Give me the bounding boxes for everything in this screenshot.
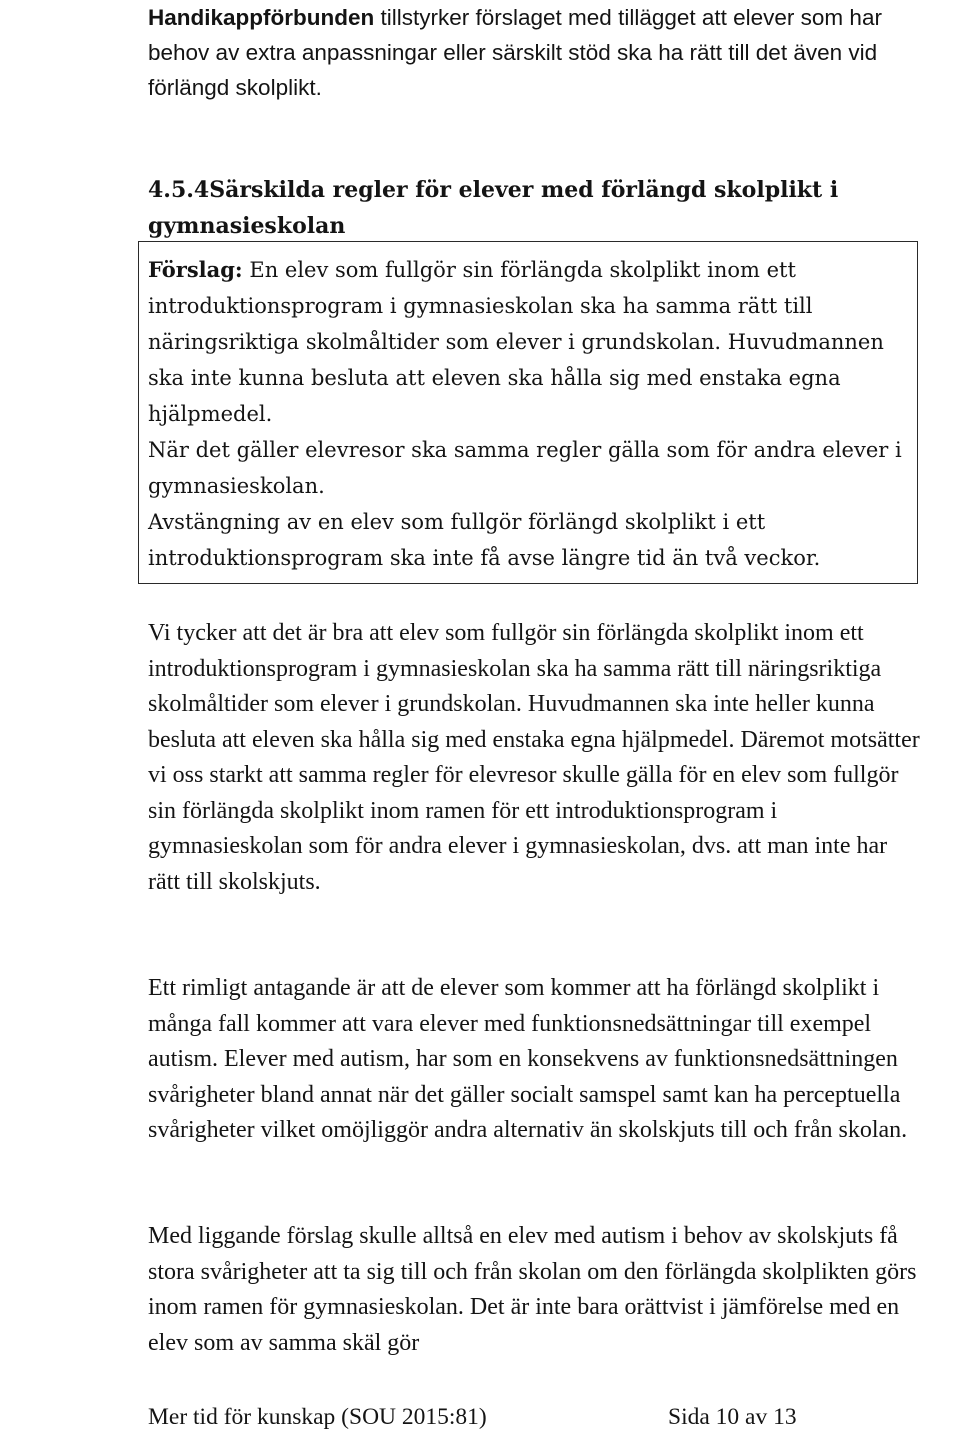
proposal-paragraph: När det gäller elevresor ska samma regler gälla som för andra elever i gymnasieskolan. [148,438,902,498]
footer-page-number: Sida 10 av 13 [668,1404,797,1430]
section-number: 4.5.4 [148,177,210,203]
footer-document-title: Mer tid för kunskap (SOU 2015:81) [148,1404,487,1430]
intro-paragraph [148,0,908,105]
organization-name: Handikappförbunden [148,5,375,30]
proposal-paragraph: Avstängning av en elev som fullgör förlängd skolplikt i ett introduktionsprogram ska inte få avse längre tid än två veckor. [148,510,821,570]
section-heading [148,172,908,244]
proposal-box [138,241,918,584]
intro-text: tillstyrker förslaget med tillägget att elever som har behov av extra anpassningar eller särskilt stöd ska ha rätt till det även vid förlängd skolplikt. [148,5,882,100]
section-title: Särskilda regler för elever med förlängd skolplikt i gymnasieskolan [148,177,839,239]
body-paragraph: Med liggande förslag skulle alltså en elev med autism i behov av skolskjuts få stora svårigheter att ta sig till och från skolan om den förlängda skolplikten görs inom ramen för gymnasieskolan. Det är inte bara orättvist i jämförelse med en elev som av samma skäl gör [148,1223,917,1356]
body-paragraph: Ett rimligt antagande är att de elever som kommer att ha förlängd skolplikt i många fall kommer att vara elever med funktionsnedsättningar till exempel autism. Elever med autism, har som en konsekvens av funktionsnedsättningen svårigheter bland annat när det gäller socialt samspel samt kan ha perceptuella svårigheter vilket omöjliggör andra alternativ än skolskjuts till och från skolan. [148,975,908,1143]
proposal-paragraph [148,252,917,432]
proposal-text: En elev som fullgör sin förlängda skolplikt inom ett introduktionsprogram i gymnasieskolan ska ha samma rätt till näringsriktiga skolmåltider som elever i grundskolan. Huvudmannen ska inte kunna besluta att eleven ska hålla sig med enstaka egna hjälpmedel. [148,258,884,426]
proposal-label: Förslag: [148,257,243,282]
page-footer [148,1399,828,1435]
body-paragraph: Vi tycker att det är bra att elev som fullgör sin förlängda skolplikt inom ett introduktionsprogram i gymnasieskolan ska ha samma rätt till näringsriktiga skolmåltider som elever i grundskolan. Huvudmannen ska inte heller kunna besluta att eleven ska hålla sig med enstaka egna hjälpmedel. Däremot motsätter vi oss starkt att samma regler för elevresor skulle gälla för en elev som fullgör sin förlängda skolplikt inom ramen för ett introduktionsprogram i gymnasieskolan som för andra elever i gymnasieskolan, dvs. att man inte har rätt till skolskjuts. [148,620,920,895]
